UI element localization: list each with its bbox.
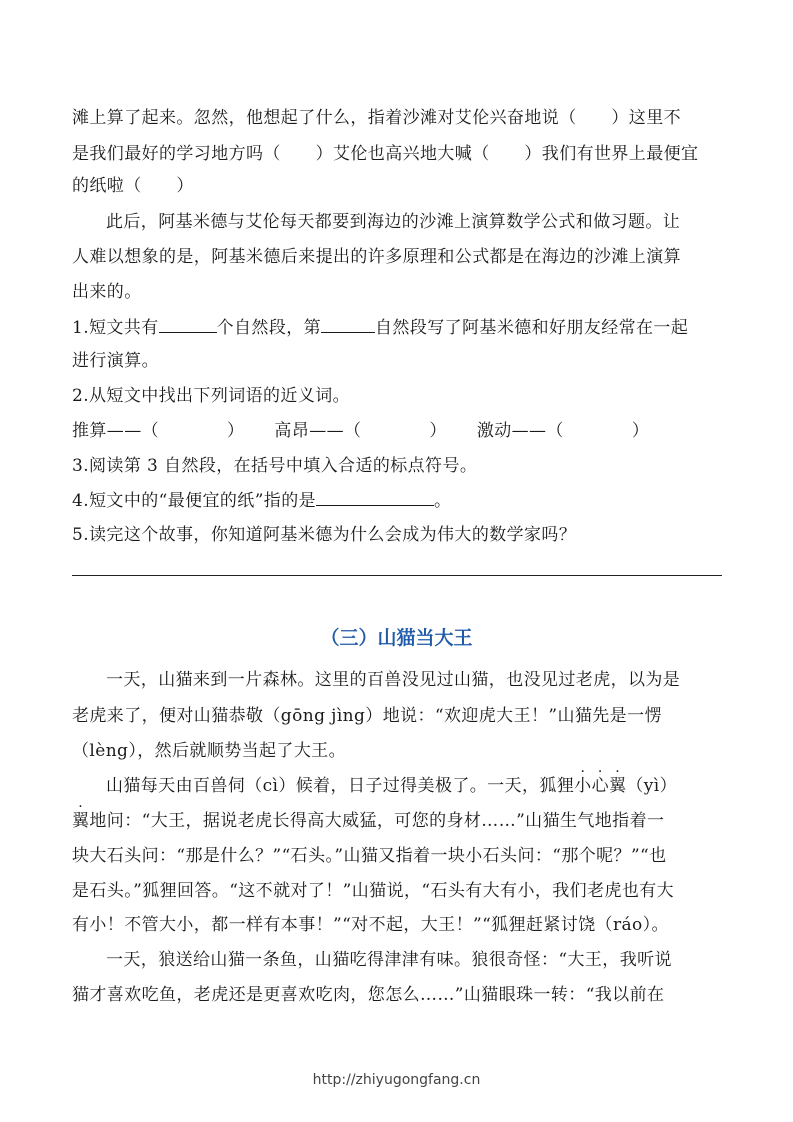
story2-paragraph2-line4: 是石头。”狐狸回答。“这不就对了！”山猫说，“石头有大有小，我们老虎也有大 bbox=[72, 881, 675, 901]
question-1-line2: 进行演算。 bbox=[72, 351, 159, 371]
story2-paragraph2-line3: 块大石头问：“那是什么？”“石头。”山猫又指着一块小石头问：“那个呢？”“也 bbox=[72, 846, 667, 866]
story1-paragraph4-line2: 人难以想象的是，阿基米德后来提出的许多原理和公式都是在海边的沙滩上演算 bbox=[72, 247, 681, 267]
question-2: 2.从短文中找出下列词语的近义词。 bbox=[72, 386, 351, 406]
emphasis-char: 心 bbox=[591, 776, 609, 796]
story2-paragraph1-line2: 老虎来了，便对山猫恭敬（gōng jìng）地说：“欢迎虎大王！”山猫先是一愣 bbox=[72, 706, 662, 726]
synonym-item-3: 激动——（ ） bbox=[476, 421, 650, 441]
question-4-text: 4.短文中的“最便宜的纸”指的是 bbox=[72, 491, 317, 511]
story2-paragraph3-line1: 一天，狼送给山猫一条鱼，山猫吃得津津有味。狼很奇怪：“大王，我听说 bbox=[106, 950, 672, 970]
question-3: 3.阅读第 3 自然段，在括号中填入合适的标点符号。 bbox=[72, 456, 478, 476]
question-5: 5.读完这个故事，你知道阿基米德为什么会成为伟大的数学家吗？ bbox=[72, 525, 577, 545]
story2-paragraph1-line1: 一天，山猫来到一片森林。这里的百兽没见过山猫，也没见过老虎，以为是 bbox=[106, 670, 681, 690]
story1-paragraph3-line3: 的纸啦（ ） bbox=[72, 176, 194, 196]
question-1-text-b: 个自然段，第 bbox=[216, 318, 322, 338]
story2-paragraph3-line2: 猫才喜欢吃鱼，老虎还是更喜欢吃肉，您怎么……”山猫眼珠一转：“我以前在 bbox=[72, 985, 665, 1005]
answer-blank-cheapest-paper[interactable] bbox=[316, 490, 434, 506]
emphasis-char: 小 bbox=[574, 776, 592, 796]
question-4: 4.短文中的“最便宜的纸”指的是 。 bbox=[72, 491, 452, 511]
story2-paragraph1-line3: （lèng），然后就顺势当起了大王。 bbox=[72, 741, 347, 761]
story2-paragraph2-line2: 翼地问：“大王，据说老虎长得高大威猛，可您的身材……”山猫生气地指着一 bbox=[72, 811, 665, 831]
synonym-item-1: 推算——（ ） bbox=[72, 421, 245, 441]
question-1-text-a: 1.短文共有 bbox=[72, 318, 159, 338]
synonym-item-2: 高昂——（ ） bbox=[274, 421, 447, 441]
story2-title: （三）山猫当大王 bbox=[320, 627, 473, 649]
question-1-text-c: 自然段写了阿基米德和好朋友经常在一起 bbox=[375, 318, 689, 338]
section-divider bbox=[72, 575, 722, 576]
emphasis-char: 翼 bbox=[72, 811, 90, 831]
answer-blank-paragraph-number[interactable] bbox=[321, 317, 375, 333]
story2-paragraph2-line5: 有小！不管大小，都一样有本事！”“对不起，大王！”“狐狸赶紧讨饶（ráo）。 bbox=[72, 915, 669, 935]
story1-paragraph4-line1: 此后，阿基米德与艾伦每天都要到海边的沙滩上演算数学公式和做习题。让 bbox=[106, 212, 681, 232]
answer-blank-paragraph-count[interactable] bbox=[159, 317, 217, 333]
story1-paragraph4-line3: 出来的。 bbox=[72, 282, 142, 302]
footer-url: http://zhiyugongfang.cn bbox=[312, 1072, 481, 1088]
story1-paragraph3-line1: 滩上算了起来。忽然，他想起了什么，指着沙滩对艾伦兴奋地说（ ）这里不 bbox=[72, 108, 681, 128]
emphasis-char: 翼 bbox=[608, 776, 627, 796]
story1-paragraph3-line2: 是我们最好的学习地方吗（ ）艾伦也高兴地大喊（ ）我们有世界上最便宜 bbox=[72, 144, 699, 164]
question-1 bbox=[72, 317, 722, 338]
story2-paragraph2-line1: 山猫每天由百兽伺（cì）候着，日子过得美极了。一天，狐狸小心翼（yì） bbox=[106, 776, 678, 796]
question-2-words bbox=[72, 421, 722, 441]
